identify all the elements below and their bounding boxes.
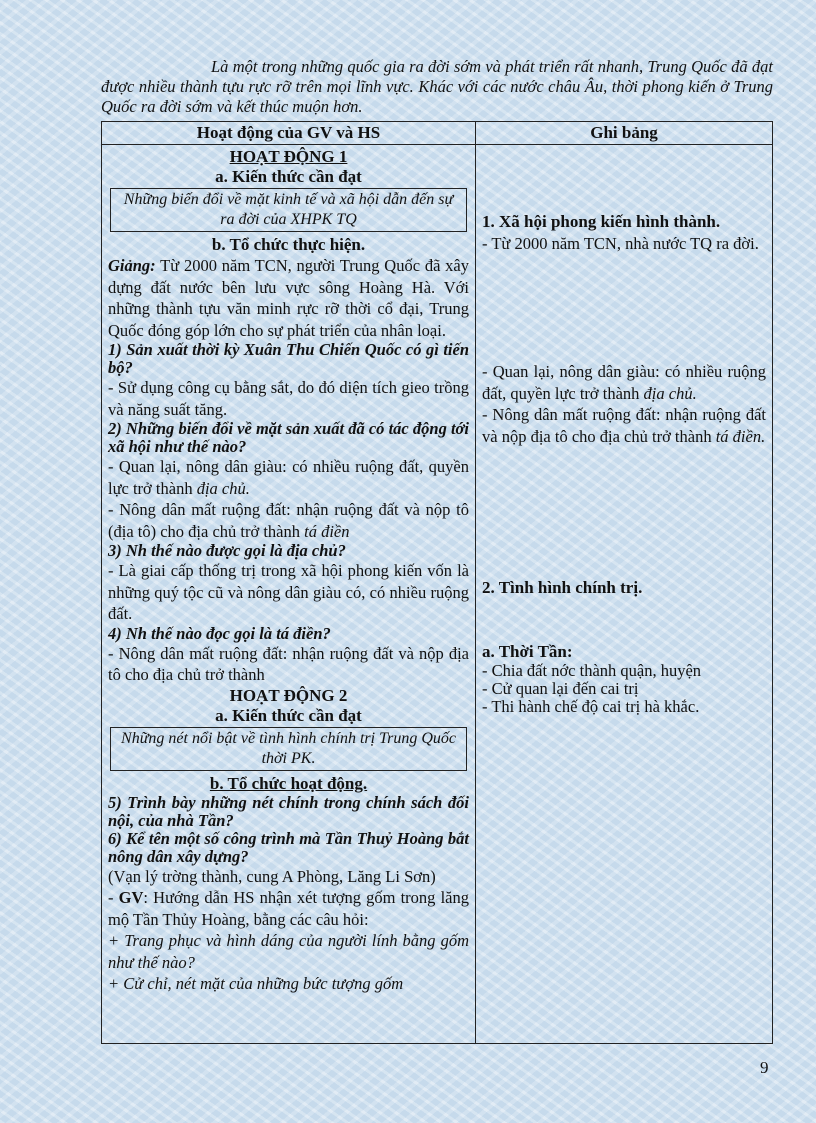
- lesson-table: [101, 121, 773, 1044]
- section-1-tenants-term: tá điền.: [715, 426, 766, 446]
- answer-3: - Là giai cấp thống trị trong xã hội phong kiến vốn là những quý tộc cũ và nông dân giàu có, có nhiều ruộng đất.: [108, 561, 469, 623]
- activity-2-knowledge-box: Những nét nổi bật về tình hình chính trị Trung Quốc thời PK.: [110, 727, 467, 771]
- section-1-tenants: [482, 404, 766, 447]
- prompt-gesture: + Cử chỉ, nét mặt của những bức tượng gốm: [108, 974, 404, 993]
- answer-6: (Vạn lý trờng thành, cung A Phòng, Lăng Li Sơn): [108, 866, 436, 886]
- intro-text: Là một trong những quốc gia ra đời sớm và phát triển rất nhanh, Trung Quốc đã đạt được nhiều thành tựu rực rỡ trên mọi lĩnh vực. Khác với các nước châu Âu, thời phong kiến ở Trung Quốc ra đời sớm và kết thúc muộn hơn.: [101, 57, 773, 116]
- question-6: 6) Kể tên một số công trình mà Tần Thuỷ Hoàng bắt nông dân xây dựng?: [108, 828, 469, 866]
- section-1-landlords-text: - Quan lại, nông dân giàu: có nhiều ruộng đất, quyền lực trở thành: [482, 362, 766, 403]
- spacer-mid-2: [482, 447, 766, 577]
- header-board-notes: Ghi bảng: [476, 122, 773, 145]
- board-notes-column: [476, 145, 773, 1044]
- teacher-instruction: - GV: Hướng dẫn HS nhận xét tượng gốm trong lăng mộ Tần Thủy Hoàng, bằng các câu hỏi:: [108, 888, 469, 929]
- header-activities: Hoạt động của GV và HS: [102, 122, 476, 145]
- activity-2-title: HOẠT ĐỘNG 2: [229, 685, 348, 705]
- activity-1-organization-heading: b. Tổ chức thực hiện.: [211, 235, 366, 254]
- spacer-top: [482, 147, 766, 211]
- section-2a-appoint-officials: - Cử quan lại đến cai trị: [482, 679, 639, 698]
- activity-1-knowledge-box: Những biến đổi về mặt kinh tế và xã hội dẫn đến sự ra đời của XHPK TQ: [110, 188, 467, 232]
- question-3: 3) Nh thế nào được gọi là địa chủ?: [108, 541, 346, 560]
- activity-2-organization-heading: b. Tổ chức hoạt động.: [209, 773, 368, 793]
- intro-paragraph: [101, 57, 773, 117]
- page-number: 9: [760, 1058, 769, 1077]
- teacher-instruction-text: : Hướng dẫn HS nhận xét tượng gốm trong lăng mộ Tần Thủy Hoàng, bằng các câu hỏi:: [108, 888, 469, 929]
- section-1-landlords-term: địa chủ.: [643, 383, 697, 403]
- section-2a-divide-land: - Chia đất nớc thành quận, huyện: [482, 661, 702, 680]
- answer-2-landlords-term: địa chủ.: [196, 478, 250, 498]
- answer-4: - Nông dân mất ruộng đất: nhận ruộng đất và nộp địa tô cho địa chủ trở thành: [108, 643, 469, 684]
- section-1-state-origin: - Từ 2000 năm TCN, nhà nước TQ ra đời.: [482, 233, 759, 253]
- activity-1-knowledge-heading: a. Kiến thức cần đạt: [215, 167, 362, 186]
- answer-2-landlords: [108, 456, 469, 499]
- activities-column: [102, 145, 476, 1044]
- teacher-label: GV: [118, 888, 144, 907]
- lecture-label: Giảng:: [108, 256, 156, 275]
- section-1-title: 1. Xã hội phong kiến hình thành.: [482, 212, 721, 231]
- activity-1-title: HOẠT ĐỘNG 1: [229, 147, 348, 166]
- lecture-paragraph: [108, 255, 469, 341]
- section-2-title: 2. Tình hình chính trị.: [482, 578, 643, 597]
- section-1-landlords: [482, 361, 766, 404]
- table-body-row: [102, 145, 773, 1044]
- spacer-mid-1: [482, 254, 766, 361]
- answer-2-landlords-text: - Quan lại, nông dân giàu: có nhiều ruộng đất, quyền lực trở thành: [108, 457, 469, 498]
- spacer-mid-3: [482, 599, 766, 641]
- answer-2-tenants: [108, 499, 469, 542]
- question-5: 5) Trình bày những nét chính trong chính sách đối nội, của nhà Tần?: [108, 792, 469, 830]
- question-4: 4) Nh thế nào đọc gọi là tá điền?: [108, 623, 331, 643]
- activity-2-knowledge-heading: a. Kiến thức cần đạt: [215, 705, 362, 725]
- section-2a-harsh-rule: - Thi hành chế độ cai trị hà khắc.: [482, 697, 700, 716]
- section-2a-title: a. Thời Tần:: [482, 641, 573, 661]
- question-1: 1) Sản xuất thời kỳ Xuân Thu Chiến Quốc có gì tiến bộ?: [108, 340, 469, 377]
- answer-1: - Sử dụng công cụ bằng sắt, do đó diện tích gieo trồng và năng suất tăng.: [108, 378, 469, 419]
- answer-2-tenants-term: tá điền: [304, 521, 350, 541]
- answer-2-tenants-text: - Nông dân mất ruộng đất: nhận ruộng đất và nộp tô (địa tô) cho địa chủ trở thành: [108, 500, 469, 541]
- prompt-costume: + Trang phục và hình dáng của người lính bằng gốm như thế nào?: [108, 931, 469, 972]
- question-2: 2) Những biến đổi về mặt sản xuất đã có tác động tới xã hội như thế nào?: [108, 419, 469, 456]
- table-header-row: [102, 122, 773, 145]
- lecture-text: Từ 2000 năm TCN, người Trung Quốc đã xây dựng đất nước bên lưu vực sông Hoàng Hà. Với những thành tựu văn minh rực rỡ thời cổ đại, Trung Quốc đóng góp lớn cho sự phát triển của nhân loại.: [108, 256, 469, 340]
- section-1-tenants-text: - Nông dân mất ruộng đất: nhận ruộng đất và nộp địa tô cho địa chủ trở thành: [482, 405, 766, 446]
